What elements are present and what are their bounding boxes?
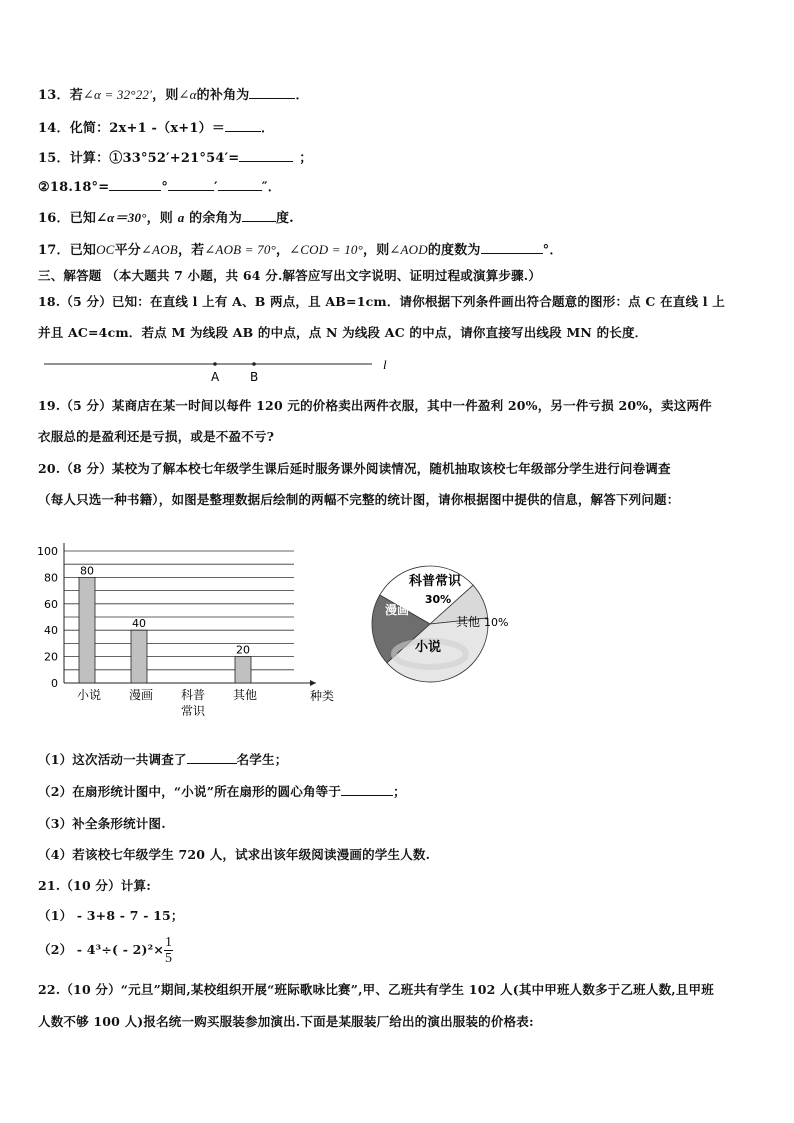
q20-sub1 — [38, 750, 287, 768]
q15b-min: ′ — [214, 180, 218, 195]
y-tick-label: 40 — [44, 624, 58, 638]
q16-text: 的余角为 — [184, 211, 242, 226]
data-label: 40 — [132, 617, 146, 631]
q14-text: 14．化简：2x+1 -（x+1）＝ — [38, 121, 226, 136]
q17-t5: 的度数为 — [427, 243, 481, 258]
y-tick-label: 20 — [44, 650, 58, 664]
q16-angle: ∠α＝30° — [96, 210, 147, 225]
q17-t4: ，则 — [363, 243, 390, 258]
y-tick-label: 100 — [37, 545, 58, 558]
pie-value-science: 30% — [424, 593, 452, 606]
question-22-line1: 22.（10 分）“元旦”期间,某校组织开展“班际歌咏比赛”,甲、乙班共有学生 102 人(其中甲班人数多于乙班人数,且甲班 — [38, 982, 714, 997]
question-20-line2: （每人只选一种书籍），如图是整理数据后绘制的两幅不完整的统计图，请你根据图中提供的信息，解答下列问题： — [38, 492, 680, 507]
answer-blank — [239, 150, 293, 162]
point-b — [252, 362, 256, 366]
x-axis-label: 种类 — [309, 689, 335, 703]
y-tick-label: 80 — [44, 571, 58, 585]
q16-mid: ，则 — [146, 211, 178, 226]
point-b-label: B — [250, 370, 259, 384]
q17-m2: ∠AOB — [140, 242, 178, 257]
q13-text: 的补角为 — [196, 88, 250, 103]
q15b-deg: ° — [161, 180, 169, 195]
pie-chart — [360, 556, 530, 696]
point-a — [213, 362, 217, 366]
q17-m5: ∠AOD — [389, 242, 428, 257]
question-19-line1: 19.（5 分）某商店在某一时间以每件 120 元的价格卖出两件衣服，其中一件盈利 20%，另一件亏损 20%，卖这两件 — [38, 398, 712, 413]
question-22-line2: 人数不够 100 人)报名统一购买服装参加演出.下面是某服装厂给出的演出服装的价格表: — [38, 1014, 534, 1029]
q20-sub1-text: （1）这次活动一共调查了 — [38, 752, 187, 767]
x-axis-arrow — [310, 680, 316, 686]
x-tick-label: 其他 — [232, 688, 258, 702]
bar — [79, 577, 95, 683]
answer-blank — [225, 120, 261, 132]
data-label: 80 — [80, 564, 94, 578]
question-21-sub1: （1） - 3+8 - 7 - 15； — [38, 908, 184, 923]
q17-m3: ∠AOB = 70° — [204, 242, 276, 257]
q13-prefix: 13．若 — [38, 88, 83, 103]
answer-blank — [109, 179, 161, 191]
q15-end: ； — [299, 151, 313, 166]
pie-label-science: 科普常识 — [408, 574, 462, 589]
question-15 — [38, 147, 313, 166]
question-14 — [38, 117, 274, 136]
answer-blank — [242, 210, 276, 222]
data-label: 20 — [236, 643, 250, 657]
q14-end: ． — [261, 121, 275, 136]
answer-blank — [218, 179, 262, 191]
q20-sub2-end: ； — [393, 784, 406, 799]
question-19-line2: 衣服总的是盈利还是亏损，或是不盈不亏? — [38, 429, 275, 444]
x-tick-label: 科普 — [180, 688, 206, 702]
answer-blank — [187, 752, 237, 764]
q13-angle-ref: ∠α — [178, 87, 197, 102]
q20-sub2-text: （2）在扇形统计图中，“小说”所在扇形的圆心角等于 — [38, 784, 342, 799]
q13-angle: ∠α = 32°22′ — [82, 87, 153, 102]
q17-t3: ， — [275, 243, 290, 258]
q16-end: 度. — [275, 211, 294, 226]
pie-label-novel: 小说 — [414, 640, 442, 655]
q15-text: 15．计算：①33°52′+21°54′= — [38, 151, 240, 166]
q17-end: °． — [542, 243, 563, 258]
pie-label-comic: 漫画 — [384, 603, 410, 617]
q16-prefix: 16．已知 — [38, 211, 97, 226]
bar — [131, 630, 147, 683]
section-heading: 三、解答题 （本大题共 7 小题，共 64 分.解答应写出文字说明、证明过程或演算步骤.） — [38, 268, 542, 283]
y-tick-label: 60 — [44, 597, 58, 611]
q15b-text: ②18.18°= — [38, 180, 110, 195]
x-tick-label: 小说 — [76, 688, 102, 702]
line-label: l — [383, 357, 387, 372]
question-18-line1: 18.（5 分）已知：在直线 l 上有 A、B 两点，且 AB=1cm．请你根据下列条件画出符合题意的图形：点 C 在直线 l 上 — [38, 294, 725, 309]
line-diagram — [40, 354, 400, 386]
q17-t1: 平分 — [114, 243, 141, 258]
x-tick-label: 漫画 — [128, 688, 154, 702]
bar — [235, 657, 251, 683]
q20-sub1-end: 名学生； — [236, 752, 288, 767]
q20-sub4: （4）若该校七年级学生 720 人，试求出该年级阅读漫画的学生人数. — [38, 847, 431, 862]
q13-mid: ，则 — [152, 88, 179, 103]
q17-t2: ，若 — [177, 243, 205, 258]
q16-var: a — [177, 210, 185, 225]
q21-sub2-text: （2） - 4³÷( - 2)²× — [38, 942, 165, 957]
question-13 — [38, 84, 309, 103]
answer-blank — [168, 179, 214, 191]
question-17 — [38, 239, 563, 258]
answer-blank — [481, 242, 543, 254]
pie-label-other: 其他 — [456, 615, 481, 629]
answer-blank — [249, 87, 295, 99]
q17-ray: OC — [96, 242, 115, 257]
q20-sub2 — [38, 782, 406, 800]
question-18-line2: 并且 AC=4cm．若点 M 为线段 AB 的中点，点 N 为线段 AC 的中点，请你直接写出线段 MN 的长度． — [38, 325, 648, 340]
x-tick-label: 常识 — [180, 704, 206, 718]
question-16 — [38, 207, 294, 226]
bar-chart — [30, 538, 360, 723]
pie-value-other: 10% — [484, 616, 509, 629]
point-a-label: A — [211, 370, 220, 384]
y-tick-label: 0 — [51, 677, 58, 690]
fraction-denominator: 5 — [165, 951, 173, 966]
q17-prefix: 17．已知 — [38, 243, 97, 258]
fraction — [164, 935, 173, 966]
question-21-title: 21.（10 分）计算: — [38, 878, 152, 893]
question-21-sub2 — [38, 932, 173, 968]
q15b-sec: ″． — [261, 180, 281, 195]
q20-sub3: （3）补全条形统计图. — [38, 816, 166, 831]
q13-end: ． — [295, 88, 309, 103]
q17-m4: ∠COD = 10° — [289, 242, 363, 257]
answer-blank — [341, 784, 393, 796]
question-20-line1: 20.（8 分）某校为了解本校七年级学生课后延时服务课外阅读情况，随机抽取该校七年级部分学生进行问卷调查 — [38, 461, 671, 476]
fraction-numerator: 1 — [165, 935, 173, 950]
question-15-part2 — [38, 176, 281, 195]
